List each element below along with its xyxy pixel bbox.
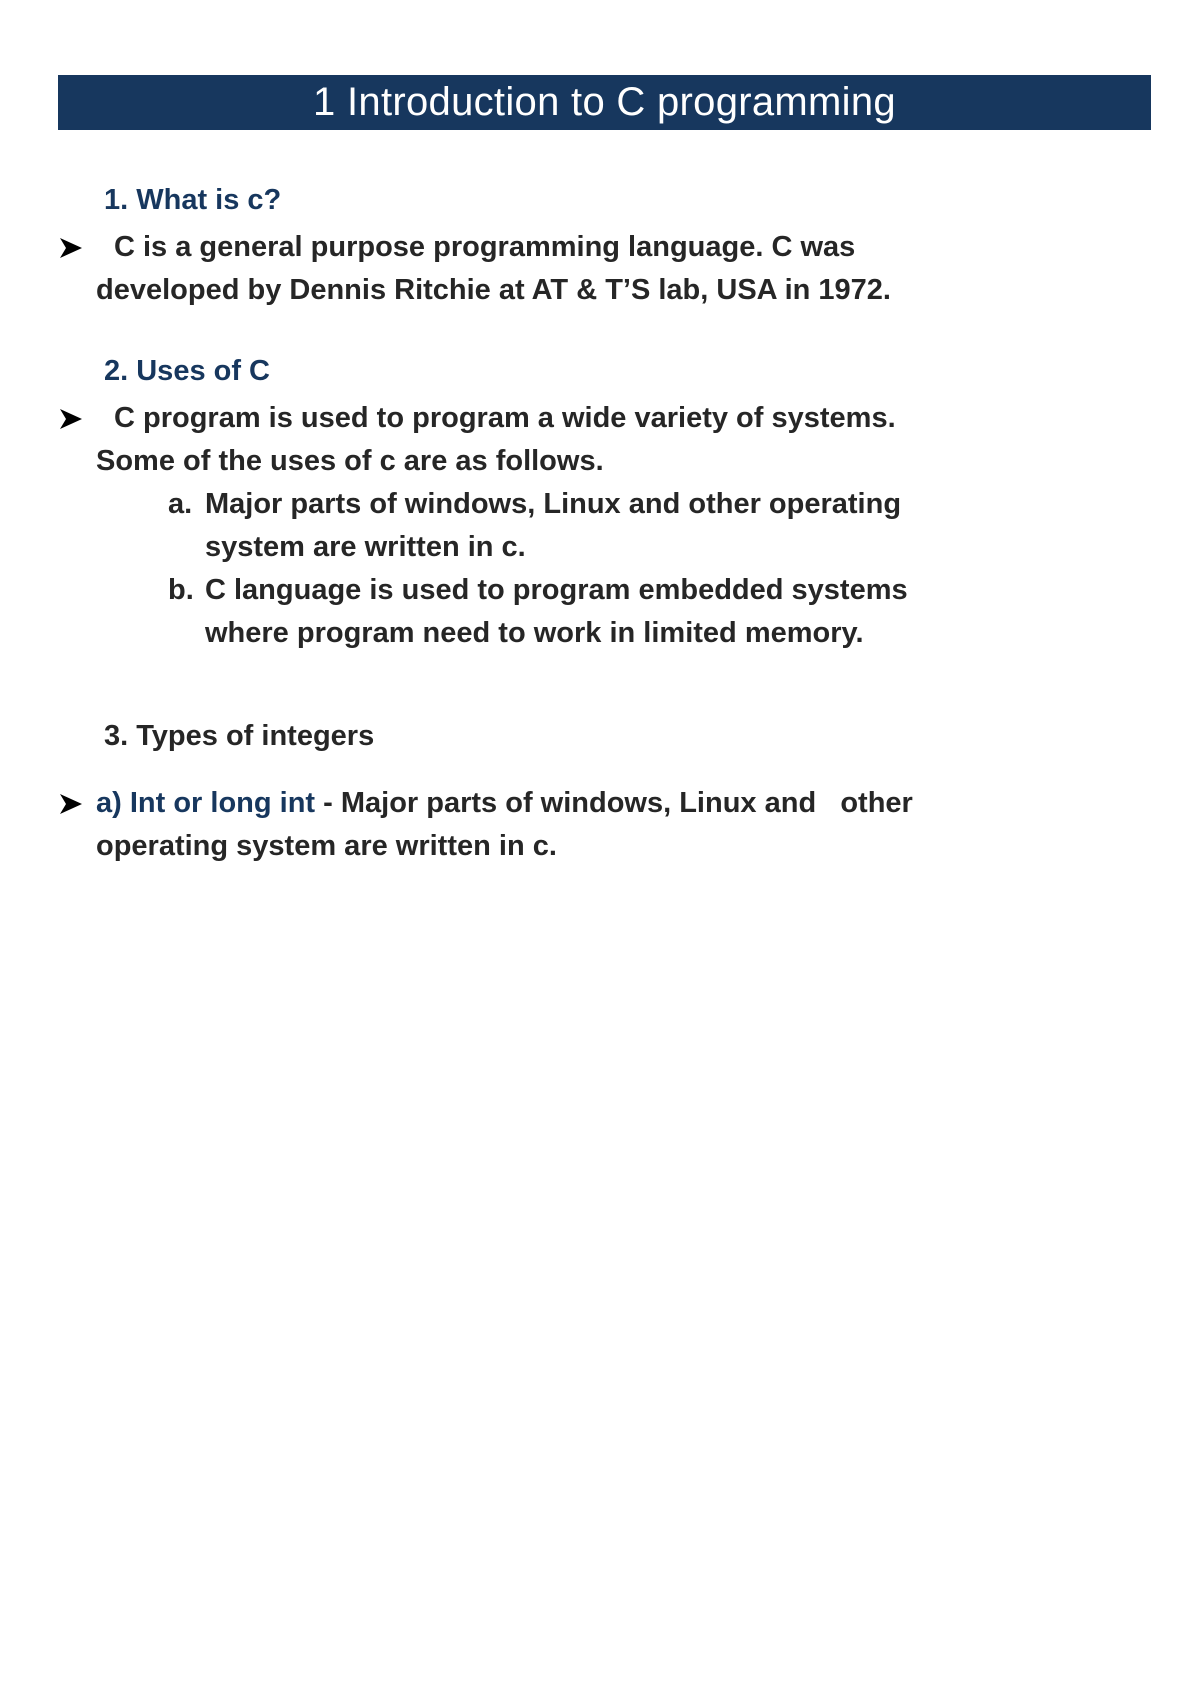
list-item-line: system are written in c.	[205, 531, 526, 563]
list-item	[168, 483, 908, 569]
bullet-line: C program is used to program a wide variety of systems.	[114, 402, 896, 434]
bullet-line	[58, 782, 913, 825]
bullet-line: Some of the uses of c are as follows.	[96, 445, 604, 477]
bullet-int-or-long-int	[58, 782, 913, 868]
arrowhead-bullet-icon	[58, 782, 84, 825]
bullet-what-is-c	[58, 226, 891, 312]
bullet-uses-of-c	[58, 397, 896, 483]
arrowhead-bullet-icon	[58, 226, 84, 269]
arrowhead-bullet-icon	[58, 397, 84, 440]
bullet-line: operating system are written in c.	[96, 830, 557, 862]
list-item-line: where program need to work in limited memory.	[205, 617, 864, 649]
integer-type-term: a) Int or long int	[96, 787, 316, 819]
uses-sub-list	[168, 483, 908, 655]
section-heading-what-is-c: 1. What is c?	[104, 184, 282, 216]
list-marker: a.	[168, 488, 193, 520]
section-heading-uses-of-c: 2. Uses of C	[104, 355, 270, 387]
page-title: 1 Introduction to C programming	[313, 80, 896, 124]
list-item-line: Major parts of windows, Linux and other operating	[205, 488, 902, 520]
list-item-line: C language is used to program embedded systems	[205, 574, 908, 606]
title-banner	[58, 75, 1151, 130]
term-description: Major parts of windows, Linux and other	[340, 787, 913, 819]
list-item	[168, 569, 908, 655]
section-heading-types-of-integers: 3. Types of integers	[104, 720, 375, 752]
bullet-line: C is a general purpose programming language. C was	[114, 231, 856, 263]
bullet-line: developed by Dennis Ritchie at AT & T’S lab, USA in 1972.	[96, 274, 891, 306]
list-marker: b.	[168, 574, 194, 606]
term-separator: -	[315, 787, 341, 819]
